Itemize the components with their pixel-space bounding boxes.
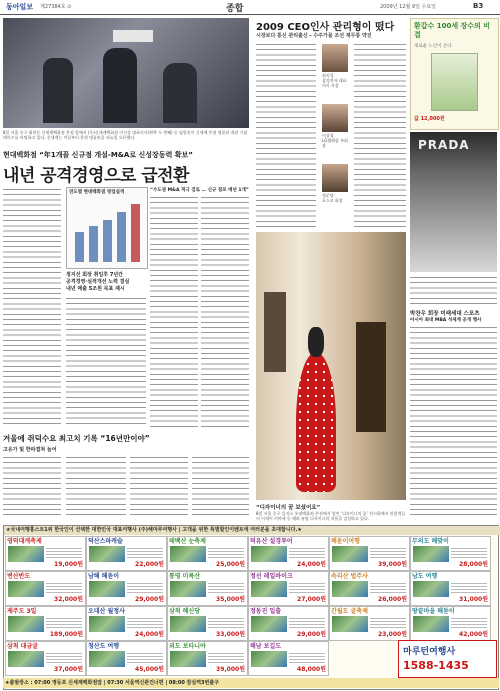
tour-details (370, 581, 406, 595)
tour-details (289, 581, 325, 595)
tour-ad-item[interactable] (86, 606, 167, 641)
tour-title: 청산도 여행 (88, 643, 120, 650)
section-title: 종합 (226, 4, 244, 14)
tour-details (127, 581, 163, 595)
tour-details (208, 581, 244, 595)
tour-title: 통영 미륵산 (169, 573, 201, 580)
tour-details (46, 581, 82, 595)
tour-price: 25,000원 (216, 561, 245, 568)
top-photo (3, 18, 249, 128)
tour-ad-item[interactable] (167, 571, 248, 606)
tour-title: 무의도 해맞이 (412, 538, 449, 545)
tour-photo (8, 616, 44, 632)
tour-price: 24,000원 (297, 561, 326, 568)
tour-ad-item[interactable] (329, 606, 410, 641)
right-subhead: 아시아 최대 MBA 석세계 공개 행사 (410, 318, 482, 323)
tour-title: 속리산 법주사 (331, 573, 368, 580)
tour-ad-item[interactable] (248, 571, 329, 606)
tour-title: 삼척 해신당 (169, 608, 201, 615)
tour-ad-item[interactable] (248, 606, 329, 641)
tour-ad-item[interactable] (5, 606, 86, 641)
tour-photo (89, 616, 125, 632)
tour-photo (413, 616, 449, 632)
tour-price: 39,000원 (216, 666, 245, 673)
tour-ad-item[interactable] (86, 536, 167, 571)
ceo-subhead: 시장보다 통신 관리출신 - 수주가뭄 조선 재무통 약진 (256, 33, 372, 39)
tour-price: 35,000원 (216, 596, 245, 603)
book-title: 환갑수 100세 장수의 비결 (414, 22, 491, 39)
tour-price: 19,000원 (54, 561, 83, 568)
article-body-text (256, 42, 316, 227)
chart-bar (103, 220, 112, 262)
tour-ad-item[interactable] (410, 536, 491, 571)
article-body-text (410, 325, 497, 515)
subhead-line: 공격경영·실적개선 노력 결실 (66, 279, 130, 285)
article-headline: 내년 공격경영으로 급전환 (3, 166, 189, 186)
exhibit-caption: 8일 서울 중구 을지로 롯데백화점 본점에서 열린 ‘디자이너의 꿈’ 전시회에서 관람객들이 이세이 미야케 등 해외 유명 디자이너의 작품을 감상하고 있다. (256, 511, 406, 521)
ad-footer: ★출발장소 : 07:00 영등포 신세계백화점앞 | 07:30 서울역신관건너편 | 08:00 잠실역3번출구 (3, 678, 499, 688)
tour-price: 33,000원 (216, 631, 245, 638)
tour-details (208, 616, 244, 630)
exhibit-photo (256, 232, 406, 500)
tour-details (46, 651, 82, 665)
subhead-line: 정지선 회장 취임후 7년간 (66, 272, 124, 278)
chart-bar (89, 226, 98, 262)
tour-title: 남도 여행 (412, 573, 438, 580)
ad-banner: ★국내여행홍스트1위 한국인이 선택한 대한민국 대표여행사 (주)해마루여행사 | 고객을 위한 특별할인이벤트에 여러분을 초대합니다.★ (4, 526, 500, 535)
book-ad (410, 18, 499, 130)
tour-photo (170, 581, 206, 597)
ceo-headline: 2009 CEO인사 관리형이 떴다 (256, 22, 395, 33)
tour-details (127, 616, 163, 630)
book-price: 값 12,000원 (414, 116, 445, 122)
tour-details (208, 546, 244, 560)
ceo-name: 이상철 (322, 133, 334, 138)
tour-details (370, 616, 406, 630)
exhibit-photo-title: “디자이너의 꿈 보셨어요” (256, 505, 321, 511)
tour-photo (251, 581, 287, 597)
tour-ad-item[interactable] (167, 536, 248, 571)
tour-title: 태백산 눈축제 (169, 538, 206, 545)
article-body-text (130, 455, 188, 515)
tour-title: 변산반도 (7, 573, 31, 580)
ceo-title: LG텔레콤 부회장 (322, 138, 348, 148)
tour-photo (8, 651, 44, 667)
article-body-text (201, 195, 249, 427)
tour-price: 45,000원 (135, 666, 164, 673)
article-body-text (66, 296, 146, 427)
tour-details (289, 546, 325, 560)
book-cover (431, 53, 478, 111)
tour-ad-item[interactable] (329, 536, 410, 571)
tour-photo (89, 651, 125, 667)
article-body-text (3, 187, 61, 427)
ceo-portrait (322, 44, 348, 72)
tour-title: 오대산 월정사 (88, 608, 125, 615)
chart-bar (117, 212, 126, 262)
photo-sign-text: PRADA (418, 138, 470, 152)
article-body-text (66, 455, 126, 515)
tour-photo (89, 546, 125, 562)
quote-subhead: “수도권 M&A 적극 검토 … 신규 점포 매년 1개” (150, 188, 249, 193)
ceo-portrait (322, 104, 348, 132)
tour-price: 39,000원 (378, 561, 407, 568)
tour-photo (332, 616, 368, 632)
tour-title: 제주도 3일 (7, 608, 37, 615)
ceo-name: 정준양 (322, 193, 334, 198)
tour-price: 24,000원 (135, 631, 164, 638)
issue-date: 2009년 12월 9일 수요일 (380, 4, 437, 10)
tour-details (370, 546, 406, 560)
tour-ad-item[interactable] (410, 571, 491, 606)
tour-ad-item[interactable] (5, 536, 86, 571)
agency-name: 마루턴여행사 (403, 647, 456, 657)
tour-details (451, 546, 487, 560)
tour-ad-item[interactable] (167, 606, 248, 641)
tour-price: 22,000원 (135, 561, 164, 568)
tour-photo (413, 581, 449, 597)
article-body-text (354, 42, 406, 227)
tour-photo (8, 581, 44, 597)
sales-chart (66, 187, 148, 269)
tour-details (127, 651, 163, 665)
subhead-line: 내년 매출 5조원 목표 제시 (66, 286, 125, 292)
tour-price: 28,000원 (459, 561, 488, 568)
ceo-portrait (322, 164, 348, 192)
tour-price: 42,000원 (459, 631, 488, 638)
tour-details (451, 581, 487, 595)
tour-photo (251, 546, 287, 562)
tour-ad-item[interactable] (86, 571, 167, 606)
tour-photo (89, 581, 125, 597)
issue-number: 제27384호 ⊙ (40, 4, 72, 10)
article-body-text (192, 455, 249, 515)
subhead (66, 272, 146, 293)
ceo-title: 포스코 회장 (322, 198, 343, 203)
tour-photo (170, 616, 206, 632)
tour-title: 해남 보길도 (250, 643, 282, 650)
ceo-portrait-column (320, 42, 350, 227)
tour-details (46, 616, 82, 630)
tour-price: 37,000원 (54, 666, 83, 673)
tour-ad-item[interactable] (248, 641, 329, 676)
tour-photo (170, 546, 206, 562)
tour-photo (170, 651, 206, 667)
tour-title: 간월도 굴축제 (331, 608, 368, 615)
article-body-text (410, 275, 497, 305)
tour-ad-item[interactable] (86, 641, 167, 676)
tour-ad-item[interactable] (5, 641, 86, 676)
tour-price: 189,000원 (49, 631, 83, 638)
page-number: B3 (473, 2, 484, 10)
tour-price: 29,000원 (297, 631, 326, 638)
tour-price: 23,000원 (378, 631, 407, 638)
agency-phone[interactable]: 1588-1435 (403, 659, 469, 672)
tour-details (46, 546, 82, 560)
tour-price: 27,000원 (297, 596, 326, 603)
article-body-text (3, 455, 61, 515)
tour-ad-item[interactable] (167, 641, 248, 676)
article-body-text (150, 195, 198, 427)
tour-price: 48,000원 (297, 666, 326, 673)
tour-photo (332, 546, 368, 562)
tour-photo (251, 616, 287, 632)
bottom-subhead: 고유가 및 한파겹쳐 늘어 (3, 447, 57, 453)
tour-photo (8, 546, 44, 562)
chart-bar (75, 232, 84, 262)
tour-details (289, 616, 325, 630)
ceo-title: 삼성전자 대표이사 사장 (322, 78, 347, 88)
tour-photo (413, 546, 449, 562)
tour-price: 31,000원 (459, 596, 488, 603)
tour-ad-item[interactable] (248, 536, 329, 571)
tour-ad-item[interactable] (410, 606, 491, 641)
top-photo-caption: 8일 서울 중구 회현동 신세계백화점 본점 앞에서 (주)신세계백화점 이건상 대표이사(왼쪽 두 번째) 등 임원진이 신세계 본점 명품관 개관 기념 테이프를 커팅하고 있다. 신세계는 이날부터 본점 명품관을 리뉴얼 오픈했다. (3, 130, 248, 140)
tour-title: 정동진 일출 (250, 608, 282, 615)
tour-price: 26,000원 (378, 596, 407, 603)
tour-details (451, 616, 487, 630)
tour-title: 영덕대게축제 (7, 538, 42, 545)
tour-photo (332, 581, 368, 597)
tour-title: 외도 보타니아 (169, 643, 206, 650)
chart-title: 연도별 현대백화점 영업실적 (69, 190, 125, 195)
chart-bar (131, 204, 140, 262)
bottom-headline: 겨울에 쥐덕수요 최고치 기록 “16년만이야” (3, 434, 150, 443)
tour-price: 32,000원 (54, 596, 83, 603)
tour-title: 덕산스파캐슬 (88, 538, 123, 545)
tour-photo (251, 651, 287, 667)
tour-price: 29,000원 (135, 596, 164, 603)
page-header (0, 0, 500, 15)
tour-title: 덕유산 설경투어 (250, 538, 293, 545)
tour-ad-item[interactable] (5, 571, 86, 606)
tour-title: 정선 레일바이크 (250, 573, 293, 580)
tour-title: 땅끝마을 해돋이 (412, 608, 455, 615)
tour-title: 해돋이여행 (331, 538, 360, 545)
tour-ad-item[interactable] (329, 571, 410, 606)
book-subtitle: 새로운 노인이 온다 (414, 44, 452, 49)
tour-details (127, 546, 163, 560)
right-headline: 박찬우 회장 미래세대 스포츠 (410, 311, 480, 317)
ceo-name: 최지성 (322, 73, 334, 78)
tour-details (208, 651, 244, 665)
agency-box (398, 640, 497, 678)
tour-title: 남해 해돋이 (88, 573, 120, 580)
tour-title: 삼척 대금굴 (7, 643, 39, 650)
fashion-photo (410, 132, 497, 272)
article-kicker: 현대백화점 “年1개꼴 신규점 개설-M&A로 신성장동력 확보” (3, 151, 193, 159)
tour-details (289, 651, 325, 665)
newspaper-name: 동아일보 (6, 3, 34, 11)
